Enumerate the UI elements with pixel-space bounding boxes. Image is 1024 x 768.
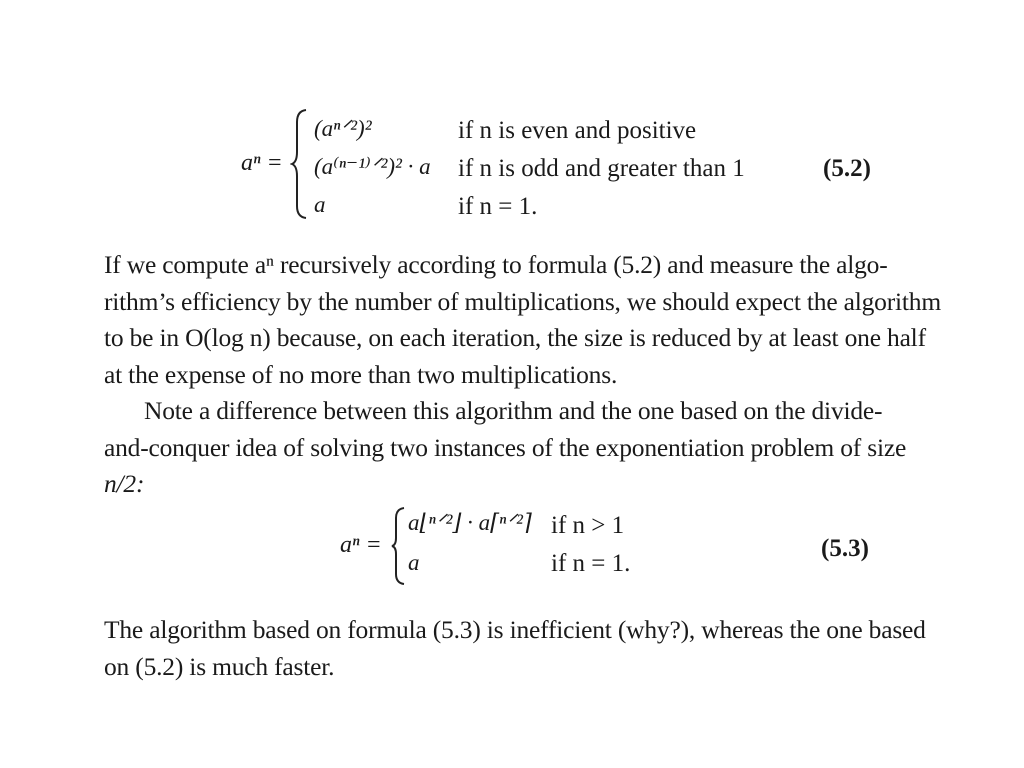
- paragraph-2-line-3: n/2:: [104, 469, 145, 498]
- left-brace-icon: [290, 108, 310, 220]
- paragraph-2-line-1: Note a difference between this algorithm and the one based on the divide-: [144, 396, 883, 425]
- paragraph-3: [104, 612, 926, 685]
- paragraph-1-line-1: If we compute aⁿ recursively according to formula (5.2) and measure the algo-: [104, 250, 888, 279]
- eq-5-3-case-1-expr: a⌊ⁿᐟ²⌋ · a⌈ⁿᐟ²⌉: [408, 510, 532, 535]
- eq-5-2-case-3-cond: if n = 1.: [458, 193, 538, 220]
- paragraph-1-line-4: at the expense of no more than two multiplications.: [104, 359, 618, 389]
- eq-5-2-case-1-cond: if n is even and positive: [458, 117, 697, 144]
- eq-5-2-case-1-expr: (aⁿᐟ²)²: [314, 116, 372, 141]
- eq-5-3-number: (5.3): [821, 535, 869, 562]
- paragraph-1: [104, 247, 941, 393]
- paragraph-1-line-2: rithm’s efficiency by the number of multiplications, we should expect the algorithm: [104, 286, 941, 316]
- eq-5-2-number: (5.2): [823, 155, 871, 182]
- left-brace-icon: [390, 506, 408, 586]
- paragraph-2: [104, 393, 907, 503]
- eq-5-2-lhs: aⁿ =: [241, 150, 283, 176]
- paragraph-1-line-3: to be in O(log n) because, on each iteration, the size is reduced by at least one half: [104, 323, 926, 352]
- eq-5-3-case-2-cond: if n = 1.: [551, 550, 631, 577]
- paragraph-2-line-2: and-conquer idea of solving two instances of the exponentiation problem of size: [104, 432, 907, 462]
- eq-5-2-case-3-expr: a: [314, 192, 326, 217]
- eq-5-3-lhs: aⁿ =: [340, 532, 382, 558]
- paragraph-3-line-2: on (5.2) is much faster.: [104, 651, 335, 681]
- paragraph-3-line-1: The algorithm based on formula (5.3) is inefficient (why?), whereas the one based: [104, 615, 926, 644]
- eq-5-3-case-2-expr: a: [408, 550, 420, 575]
- eq-5-2-case-2-expr: (a⁽ⁿ⁻¹⁾ᐟ²)² · a: [314, 154, 431, 179]
- eq-5-3-case-1-cond: if n > 1: [551, 512, 625, 539]
- eq-5-2-case-2-cond: if n is odd and greater than 1: [458, 155, 745, 182]
